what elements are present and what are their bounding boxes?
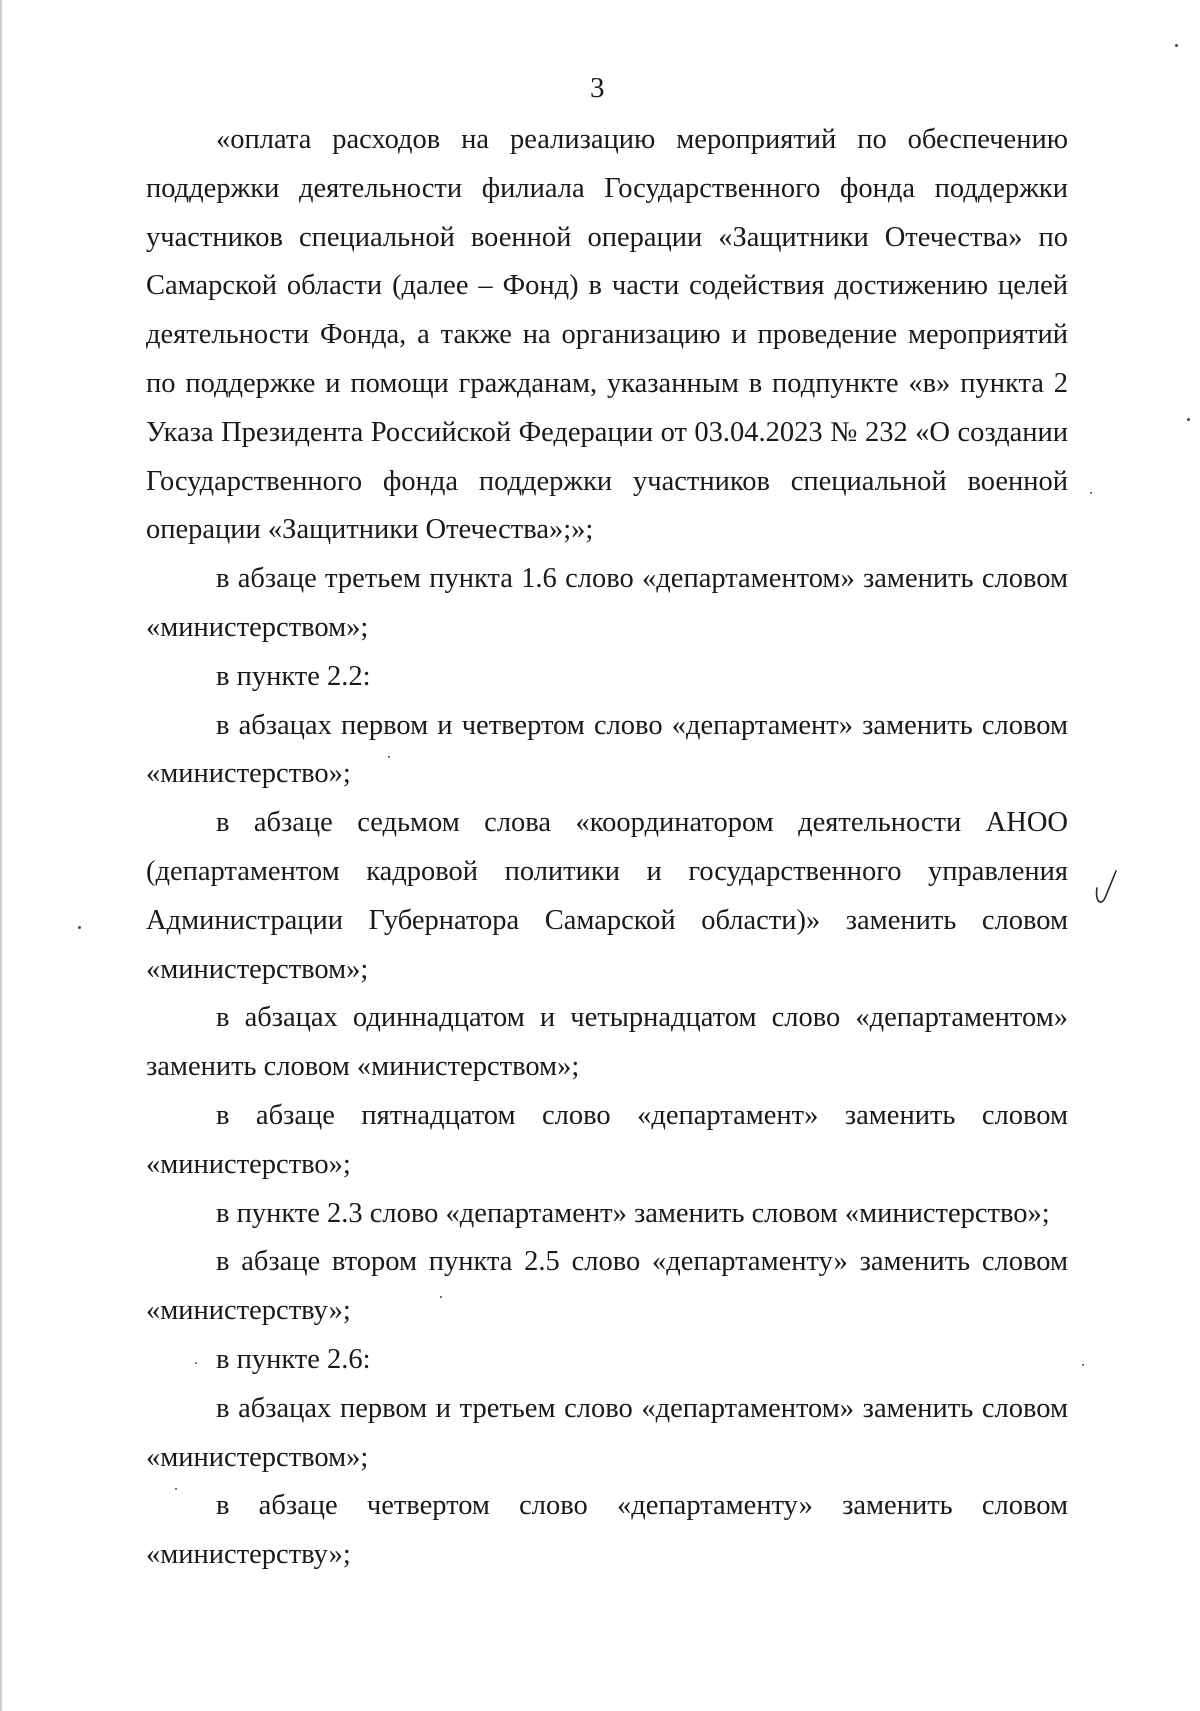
scan-speck (1090, 492, 1092, 494)
paragraph: в абзацах первом и третьем слово «департаментом» заменить словом «министерством»; (146, 1392, 1068, 1473)
scan-speck (388, 756, 390, 758)
scan-speck (1082, 1364, 1084, 1366)
paragraph: в абзацах первом и четвертом слово «департамент» заменить словом «министерство»; (146, 709, 1068, 790)
pen-check-mark (1095, 868, 1119, 908)
scan-speck (1187, 418, 1190, 421)
paragraph: в абзаце втором пункта 2.5 слово «департаменту» заменить словом «министерству»; (146, 1246, 1068, 1327)
scan-speck (78, 926, 81, 929)
paragraph: в пункте 2.6: (216, 1343, 371, 1375)
paragraph: «оплата расходов на реализацию мероприятий по обеспечению поддержки деятельности филиала Государственного фонда поддержки участников специальной военной операции «Защитники Отечества» по Самарской области (далее – Фонд) в части содействия достижению целей деятельности Фонда, а также на организацию и проведение мероприятий по поддержке и помощи гражданам, указанным в подпункте «в» пункта 2 Указа Президента Российской Федерации от 03.04.2023 № 232 «О создании Государственного фонда поддержки участников специальной военной операции «Защитники Отечества»;»; (146, 124, 1068, 546)
scan-speck (440, 1296, 442, 1298)
scan-edge-shadow (0, 0, 3, 1711)
paragraph: в пункте 2.2: (216, 660, 371, 692)
paragraph: в абзацах одиннадцатом и четырнадцатом слово «департаментом» заменить словом «министерством»; (146, 1002, 1068, 1083)
scan-speck (1175, 44, 1178, 47)
paragraph: в абзаце пятнадцатом слово «департамент» заменить словом «министерство»; (146, 1099, 1068, 1180)
scan-speck (175, 1488, 177, 1490)
document-body (146, 116, 1068, 1580)
scan-speck (195, 1362, 197, 1364)
page-number: 3 (590, 72, 605, 104)
paragraph: в абзаце четвертом слово «департаменту» заменить словом «министерству»; (146, 1490, 1068, 1571)
paragraph: в пункте 2.3 слово «департамент» заменить словом «министерство»; (216, 1197, 1050, 1229)
paragraph: в абзаце третьем пункта 1.6 слово «департаментом» заменить словом «министерством»; (146, 563, 1068, 643)
paragraph: в абзаце седьмом слова «координатором деятельности АНОО (департаментом кадровой политики и государственного управления Администрации Губернатора Самарской области)» заменить словом «министерством»; (146, 807, 1068, 985)
